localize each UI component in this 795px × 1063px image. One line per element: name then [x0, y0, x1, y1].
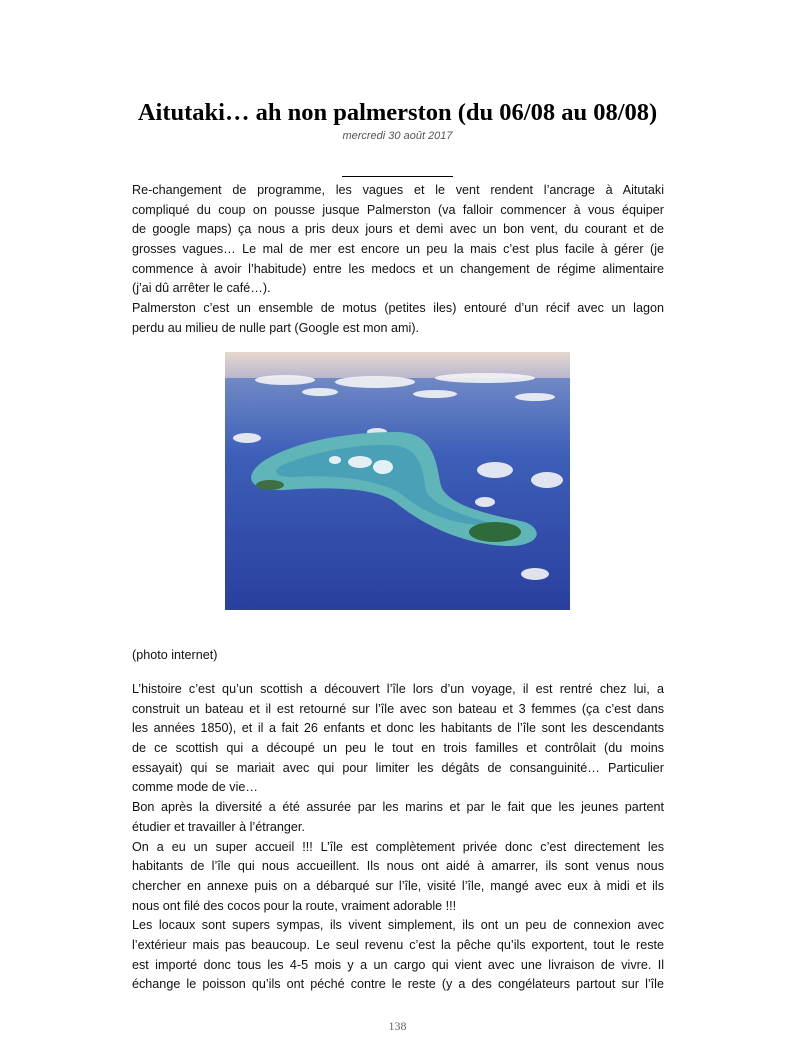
- photo-caption-wrap: [132, 646, 664, 666]
- text-line: de google maps) ça nous a pris deux jours et demi avec un bon vent, du courant et de: [132, 222, 664, 237]
- text-line: habitants de l’île qui nous accueillent. Ils nous ont aidé à amarrer, ils sont venus nous: [132, 859, 664, 874]
- text-line: comme mode de vie…: [132, 780, 258, 795]
- photo-caption: (photo internet): [132, 648, 218, 662]
- page-title: Aitutaki… ah non palmerston (du 06/08 au 08/08): [137, 99, 658, 126]
- text-line: les années 1850), et il a fait 26 enfants et donc les habitants de l’île sont les descendants: [132, 721, 664, 736]
- text-line: Re-changement de programme, les vagues et le vent rendent l’ancrage à Aitutaki: [132, 183, 664, 197]
- text-line: perdu au milieu de nulle part (Google est mon ami).: [132, 320, 420, 335]
- text-line: construit un bateau et il est retourné sur l’île avec son bateau et 3 femmes (ça c’est dans: [132, 701, 664, 716]
- text-line: (j’ai dû arrêter le café…).: [132, 281, 271, 296]
- post-date: mercredi 30 août 2017: [342, 130, 453, 142]
- text-line: commence à avoir l’habitude) entre les medocs et un changement de régime alimentaire: [132, 261, 664, 276]
- text-line: L’histoire c’est qu’un scottish a découvert l’île lors d’un voyage, il est rentré chez lui, a: [132, 682, 664, 696]
- text-line: nous ont filé des cocos pour la route, vraiment adorable !!!: [132, 898, 457, 913]
- text-line: est importé donc tous les 4-5 mois y a un cargo qui vient avec une livraison de vivre. Il: [132, 957, 664, 972]
- text-line: chercher en annexe puis on a débarqué sur l’île, visité l’île, mangé avec eux à midi et ils: [132, 878, 664, 893]
- text-line: On a eu un super accueil !!! L’île est complètement privée donc c’est directement les: [132, 839, 664, 854]
- story-paragraph: [132, 680, 664, 995]
- text-line: grosses vagues… Le mal de mer est encore un peu la mais c’est plus facile à gérer (je: [132, 242, 664, 257]
- intro-paragraph: [132, 181, 664, 339]
- text-line: échange le poisson qu’ils ont péché contre le reste (y a des congélateurs partout sur l’île: [132, 977, 664, 992]
- text-line: l’extérieur mais pas beaucoup. Le seul revenu c’est la pêche qu’ils exportent, tout le reste: [132, 937, 664, 952]
- text-line: compliqué du coup on pousse jusque Palmerston (va falloir commencer à vous équiper: [132, 202, 664, 217]
- text-line: essayait) qui se mariait avec qui pour limiter les dégâts de consanguinité… Particulier: [132, 760, 664, 775]
- divider: [342, 176, 453, 177]
- text-line: Bon après la diversité a été assurée par les marins et par le fait que les jeunes partent: [132, 800, 664, 815]
- text-line: étudier et travailler à l’étranger.: [132, 819, 305, 834]
- page-number: 138: [388, 1019, 407, 1033]
- text-line: de ce scottish qui a découpé un peu le tout en trois familles et contrôlait (du moins: [132, 741, 664, 756]
- text-line: Palmerston c’est un ensemble de motus (petites iles) entouré d’un récif avec un lagon: [132, 301, 664, 316]
- text-line: Les locaux sont supers sympas, ils vivent simplement, ils ont un peu de connexion avec: [132, 918, 664, 933]
- atoll-aerial-photo: [225, 352, 570, 610]
